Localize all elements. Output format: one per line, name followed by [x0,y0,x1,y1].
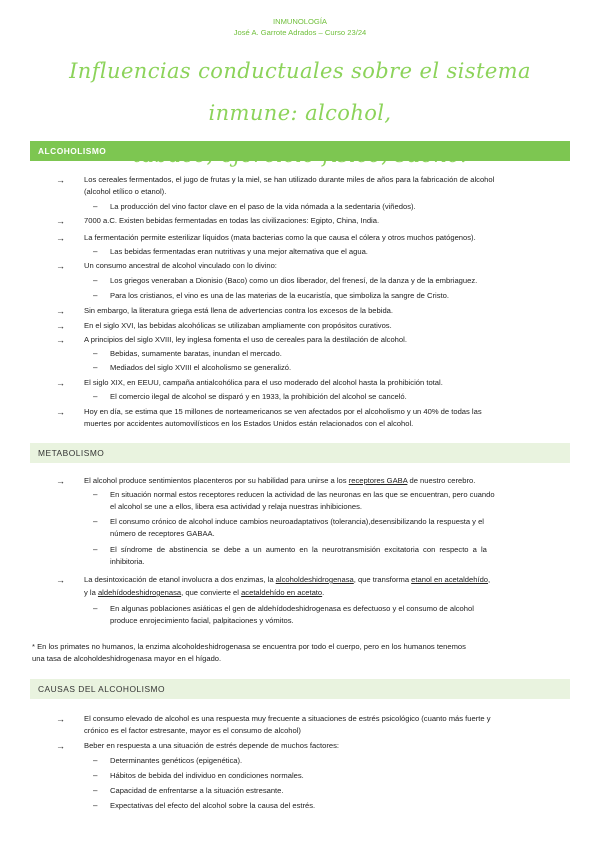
arrow-marker: → [56,575,65,585]
term-alcoholdeshidrogenasa: alcoholdeshidrogenasa [275,575,354,584]
list-item: Los cereales fermentados, el jugo de frutas y la miel, se han utilizado durante miles de años para la fabricación de alcohol [84,175,495,184]
list-item: 7000 a.C. Existen bebidas fermentadas en todas las civilizaciones: Egipto, China, India. [84,216,380,225]
term-etanol-acetaldehido: etanol en acetaldehído [411,575,489,584]
section-heading-causas: CAUSAS DEL ALCOHOLISMO [30,679,570,699]
arrow-marker: → [56,233,65,243]
author-course-label: José A. Garrote Adrados – Curso 23/24 [233,28,367,37]
dash-marker: – [93,771,98,780]
dash-marker: – [93,801,98,810]
section-heading-metabolismo: METABOLISMO [30,443,570,463]
subject-label: INMUNOLOGÍA [272,17,327,26]
list-item: Sin embargo, la literatura griega está llena de advertencias contra los excesos de la bebida. [84,306,393,315]
list-item: Hábitos de bebida del individuo en condiciones normales. [110,771,304,780]
list-item [84,587,568,599]
dash-marker: – [93,517,98,526]
list-item: La producción del vino factor clave en el paso de la vida nómada a la sedentaria (viñedos). [110,202,416,211]
text-run: , que convierte el [181,588,242,597]
dash-marker: – [93,276,98,285]
text-run: , [488,575,491,584]
list-item: produce enrojecimiento facial, palpitaciones y vómitos. [110,616,294,625]
dash-marker: – [93,349,98,358]
text-run: . [322,588,325,597]
list-item: Expectativas del efecto del alcohol sobre la causa del estrés. [110,801,316,810]
term-aldehidodeshidrogenasa: aldehídodeshidrogenasa [97,588,182,597]
arrow-marker: → [56,741,65,751]
page-header [0,16,600,38]
list-item: Los griegos veneraban a Dionisio (Baco) como un dios liberador, del frenesí, de la danza y de la embriaguez. [110,276,478,285]
text-run: La desintoxicación de etanol involucra a dos enzimas, la [84,575,276,584]
list-item [84,574,568,586]
list-item: El comercio ilegal de alcohol se disparó y en 1933, la prohibición del alcohol se canceló. [110,392,407,401]
text-run: , que transforma [353,575,412,584]
arrow-marker: → [56,321,65,331]
dash-marker: – [93,247,98,256]
text-run: y la [84,588,98,597]
dash-marker: – [93,392,98,401]
list-item: Hoy en día, se estima que 15 millones de norteamericanos se ven afectados por el alcoholismo y un 40% de todas las [84,407,482,416]
dash-marker: – [93,786,98,795]
list-item: Un consumo ancestral de alcohol vinculado con lo divino: [84,261,277,270]
term-acetaldehido-acetato: acetaldehído en acetato [241,588,323,597]
arrow-marker: → [56,175,65,185]
list-item: La fermentación permite esterilizar líquidos (mata bacterias como la que causa el cólera y otros muchos patógenos). [84,233,476,242]
dash-marker: – [93,363,98,372]
list-item: El síndrome de abstinencia se debe a un aumento en la neurotransmisión excitatoria con respecto a la [110,545,487,554]
list-item: Las bebidas fermentadas eran nutritivas y una mejor alternativa que el agua. [110,247,368,256]
list-item: Mediados del siglo XVIII el alcoholismo se generalizó. [110,363,292,372]
list-item: El consumo elevado de alcohol es una respuesta muy frecuente a situaciones de estrés psicológico (cuanto más fuerte y [84,714,491,723]
text-run: de nuestro cerebro. [407,476,476,485]
arrow-marker: → [56,378,65,388]
list-item: En algunas poblaciones asiáticas el gen de aldehídodeshidrogenasa es defectuoso y el consumo de alcohol [110,604,474,613]
list-item: Para los cristianos, el vino es una de las materias de la eucaristía, que simboliza la sangre de Cristo. [110,291,449,300]
arrow-marker: → [56,216,65,226]
section-heading-alcoholismo: ALCOHOLISMO [30,141,570,161]
list-item: El consumo crónico de alcohol induce cambios neuroadaptativos (tolerancia),desensibilizando la respuesta y el [110,517,484,526]
list-item: número de receptores GABAA. [110,529,215,538]
footnote-line: una tasa de alcoholdeshidrogenasa mayor en el hígado. [32,654,222,663]
list-item [84,475,568,487]
list-item: Determinantes genéticos (epigenética). [110,756,243,765]
dash-marker: – [93,202,98,211]
list-item: En situación normal estos receptores reducen la actividad de las neuronas en las que se encuentran, pero cuando [110,490,495,499]
list-item: (alcohol etílico o etanol). [84,187,167,196]
term-receptores-gaba: receptores GABA [348,476,408,485]
list-item: crónico es el factor estresante, mayor es el consumo de alcohol) [84,726,301,735]
dash-marker: – [93,291,98,300]
list-item: Bebidas, sumamente baratas, inundan el mercado. [110,349,282,358]
arrow-marker: → [56,407,65,417]
arrow-marker: → [56,306,65,316]
list-item: En el siglo XVI, las bebidas alcohólicas se utilizaban ampliamente con propósitos curativos. [84,321,392,330]
list-item: A principios del siglo XVIII, ley inglesa fomenta el uso de cereales para la destilación de alcohol. [84,335,407,344]
list-item: inhibitoria. [110,557,145,566]
list-item: El siglo XIX, en EEUU, campaña antialcohólica para el uso moderado del alcohol hasta la prohibición total. [84,378,443,387]
list-item: Capacidad de enfrentarse a la situación estresante. [110,786,284,795]
list-item: Beber en respuesta a una situación de estrés depende de muchos factores: [84,741,339,750]
dash-marker: – [93,756,98,765]
dash-marker: – [93,490,98,499]
title-line-1: Influencias conductuales sobre el sistema inmune: alcohol, [69,59,531,125]
text-run: El alcohol produce sentimientos placenteros por su habilidad para unirse a los [84,476,349,485]
list-item: muertes por accidentes automovilísticos en los Estados Unidos están relacionados con el alcohol. [84,419,414,428]
list-item: el alcohol se une a ellos, libera esa actividad y relaja nuestras inhibiciones. [110,502,363,511]
footnote-line: * En los primates no humanos, la enzima alcoholdeshidrogenasa se encuentra por todo el cuerpo, pero en los humanos tenemos [32,642,466,651]
arrow-marker: → [56,476,65,486]
dash-marker: – [93,545,98,554]
arrow-marker: → [56,261,65,271]
arrow-marker: → [56,714,65,724]
arrow-marker: → [56,335,65,345]
dash-marker: – [93,604,98,613]
